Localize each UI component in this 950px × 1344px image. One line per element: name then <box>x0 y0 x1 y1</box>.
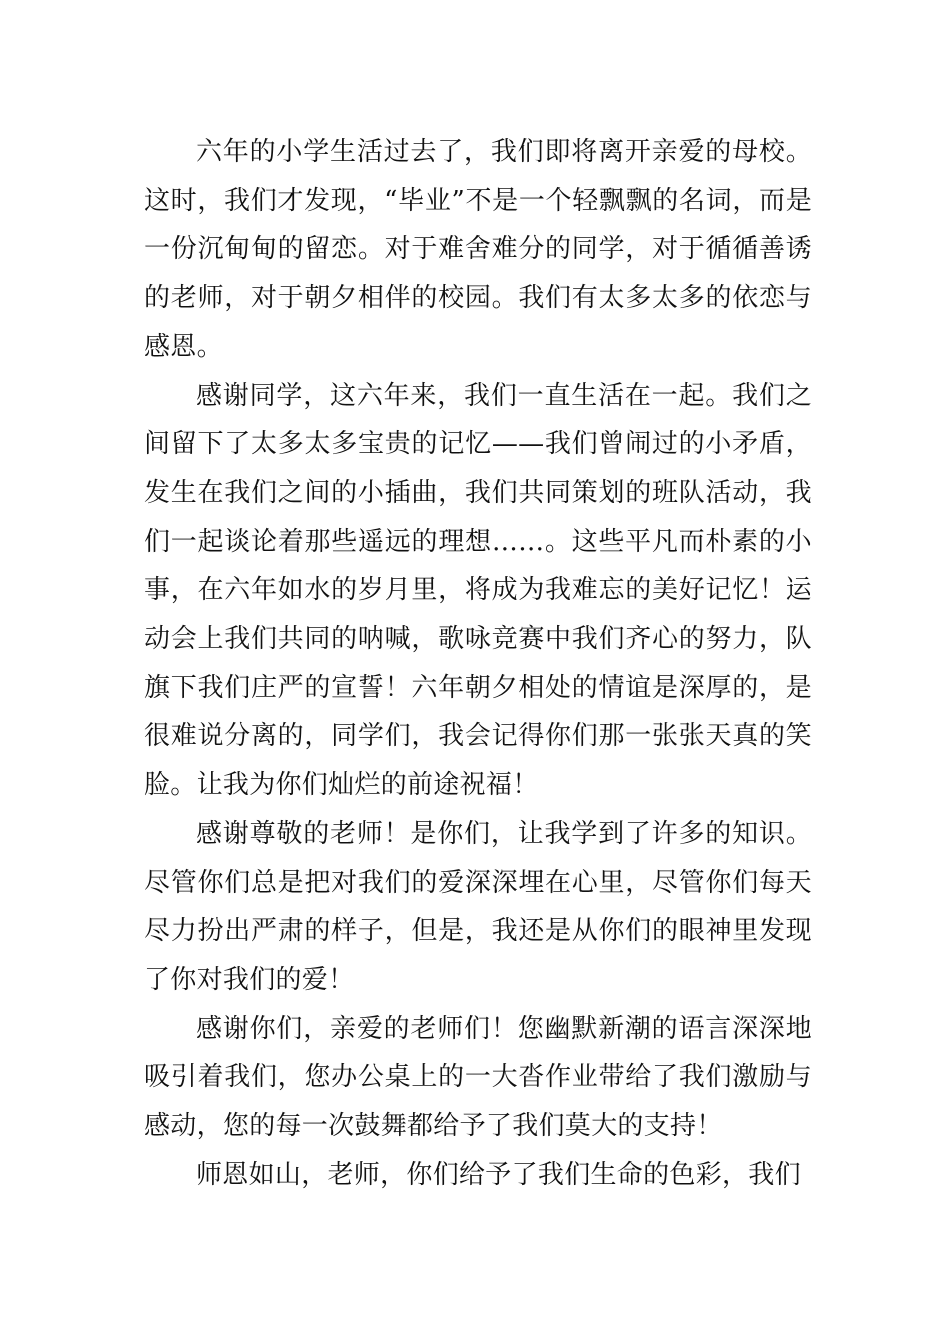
paragraph-thanks-dear-teachers: 感谢你们，亲爱的老师们！您幽默新潮的语言深深地吸引着我们，您办公桌上的一大沓作业带给了我们激励与感动，您的每一次鼓舞都给予了我们莫大的支持！ <box>144 1013 812 1142</box>
paragraph-teacher-kindness: 师恩如山，老师，你们给予了我们生命的色彩，我们 <box>196 1159 801 1190</box>
paragraph-thanks-classmates: 感谢同学，这六年来，我们一直生活在一起。我们之间留下了太多太多宝贵的记忆——我们曾闹过的小矛盾，发生在我们之间的小插曲，我们共同策划的班队活动，我们一起谈论着那些遥远的理想……。这些平凡而朴素的小事，在六年如水的岁月里，将成为我难忘的美好记忆！运动会上我们共同的呐喊，歌咏竞赛中我们齐心的努力，队旗下我们庄严的宣誓！六年朝夕相处的情谊是深厚的，是很难说分离的，同学们，我会记得你们那一张张天真的笑脸。让我为你们灿烂的前途祝福！ <box>144 380 812 801</box>
document-body <box>144 128 812 1199</box>
paragraph-farewell-intro: 六年的小学生活过去了，我们即将离开亲爱的母校。这时，我们才发现，“毕业”不是一个轻飘飘的名词，而是一份沉甸甸的留恋。对于难舍难分的同学，对于循循善诱的老师，对于朝夕相伴的校园。我们有太多太多的依恋与感恩。 <box>144 137 812 362</box>
paragraph-thanks-teachers: 感谢尊敬的老师！是你们，让我学到了许多的知识。尽管你们总是把对我们的爱深深埋在心里，尽管你们每天尽力扮出严肃的样子，但是，我还是从你们的眼神里发现了你对我们的爱！ <box>144 818 812 995</box>
